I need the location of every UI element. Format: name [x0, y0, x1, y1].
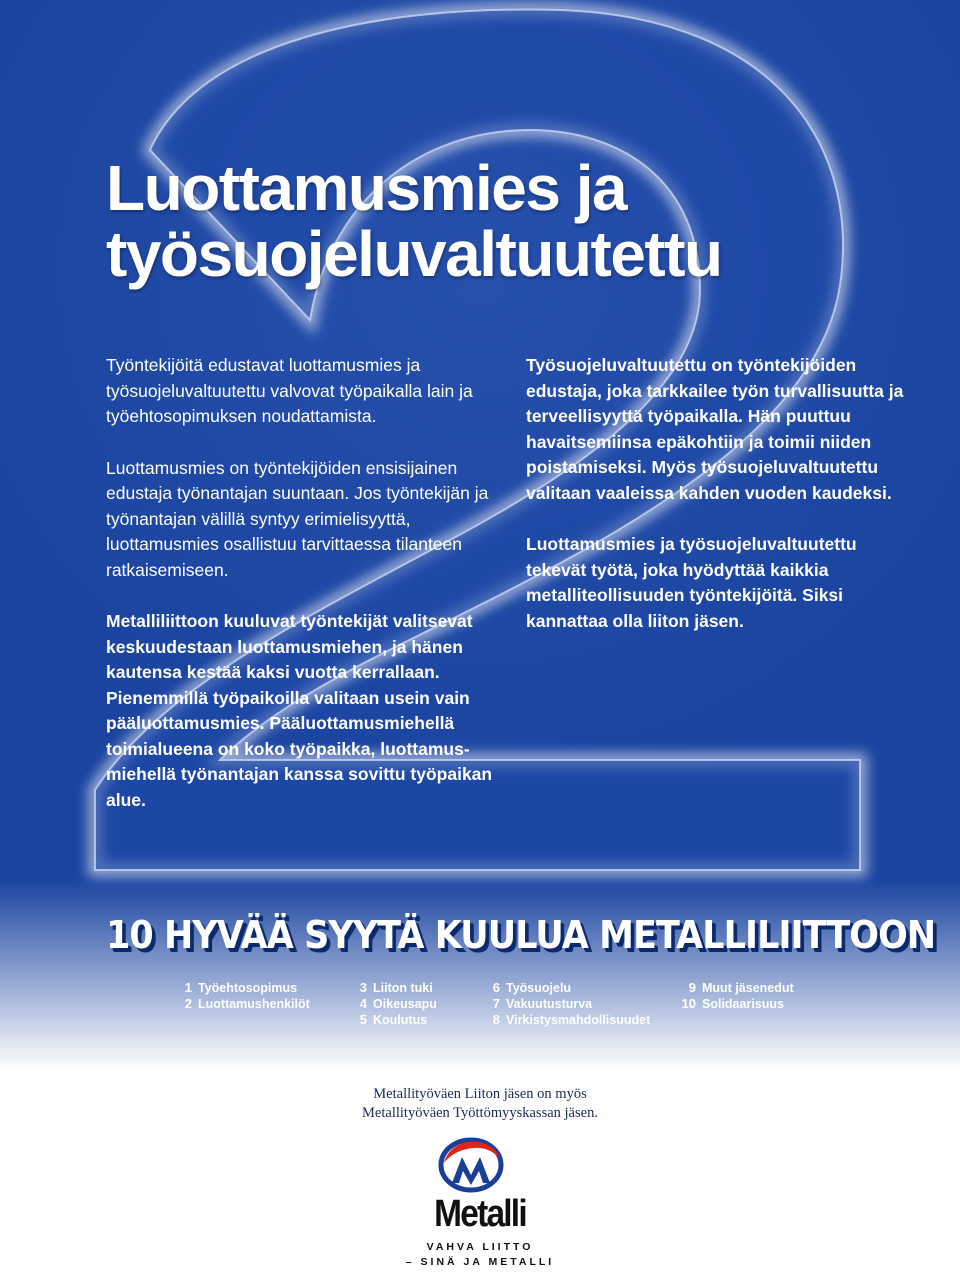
reason-item — [478, 996, 592, 1012]
reason-label: Koulutus — [373, 1013, 428, 1027]
right-paragraph-1: Työsuojeluvaltuutettu on työntekijöiden edustaja, joka tarkkailee työn turvallisuutta ja terveellisyyttä työpaikalla. Hän puuttuu havaitsemiinsa epäkohtiin ja toimii niiden poistamiseksi. Myös työsuojeluvaltuutettu valitaan vaaleissa kahden vuoden kaudeksi. — [526, 355, 904, 503]
reason-item — [170, 996, 310, 1012]
title-line-2: työsuojeluvaltuutettu — [106, 218, 722, 290]
reason-number: 10 — [681, 996, 696, 1011]
reason-number: 3 — [359, 980, 367, 995]
reason-item — [674, 996, 784, 1012]
reasons-list — [170, 980, 830, 1040]
reason-item — [345, 980, 433, 996]
reason-item — [345, 1012, 427, 1028]
membership-note — [280, 1085, 680, 1123]
reason-label: Muut jäsenedut — [702, 981, 794, 995]
left-paragraph-3: Metalliliittoon kuuluvat työntekijät valitsevat keskuudestaan luottamusmiehen, ja hänen kautensa kestää kaksi vuotta kerrallaan. Pienemmillä työpaikoilla valitaan usein vain pääluottamusmies. Pääluottamusmiehellä toimialueena on koko työpaikka, luottamus-miehellä työnantajan kanssa sovittu työpaikan alue. — [106, 611, 493, 810]
left-paragraph-2: Luottamusmies on työntekijöiden ensisijainen edustaja työnantajan suuntaan. Jos työntekijän ja työnantajan välillä syntyy erimielisyyttä, luottamusmies osallistuu tarvittaessa tilanteen ratkaisemiseen. — [106, 457, 489, 580]
reason-number: 6 — [492, 980, 500, 995]
logo-tagline-line-2: – SINÄ JA METALLI — [405, 1256, 555, 1268]
reasons-heading: 10 HYVÄÄ SYYTÄ KUULUA METALLILIITTOON — [106, 913, 936, 957]
reason-number: 5 — [359, 1012, 367, 1027]
reason-item — [478, 980, 571, 996]
logo-tagline — [405, 1240, 555, 1270]
reason-item — [170, 980, 297, 996]
reason-item — [674, 980, 794, 996]
reason-number: 1 — [184, 980, 192, 995]
page-title — [106, 152, 722, 290]
reason-label: Vakuutusturva — [506, 997, 593, 1011]
reason-number: 4 — [359, 996, 367, 1011]
reason-number: 8 — [492, 1012, 500, 1027]
left-paragraph-1: Työntekijöitä edustavat luottamusmies ja työsuojeluvaltuutettu valvovat työpaikalla lain ja työehtosopimuksen noudattamista. — [106, 355, 473, 426]
reason-label: Luottamushenkilöt — [198, 997, 310, 1011]
reason-number: 9 — [688, 980, 696, 995]
membership-note-line-1: Metallityöväen Liiton jäsen on myös — [373, 1086, 587, 1102]
reason-number: 7 — [492, 996, 500, 1011]
right-paragraph-2: Luottamusmies ja työsuojeluvaltuutettu tekevät työtä, joka hyödyttää kaikkia metalliteollisuuden työntekijöitä. Siksi kannattaa olla liiton jäsen. — [526, 534, 857, 631]
metalli-logo-icon — [438, 1137, 504, 1193]
reason-label: Työehtosopimus — [198, 981, 298, 995]
right-text-column — [526, 353, 916, 660]
logo-tagline-line-1: VAHVA LIITTO — [426, 1241, 534, 1253]
reason-label: Virkistysmahdollisuudet — [506, 1013, 651, 1027]
reason-label: Solidaarisuus — [702, 997, 784, 1011]
logo-wordmark: Metalli — [434, 1193, 526, 1235]
title-line-1: Luottamusmies ja — [106, 152, 627, 224]
left-text-column — [106, 353, 501, 839]
membership-note-line-2: Metallityöväen Työttömyyskassan jäsen. — [362, 1105, 598, 1121]
reason-label: Työsuojelu — [506, 981, 572, 995]
reason-label: Oikeusapu — [373, 997, 437, 1011]
reason-item — [345, 996, 437, 1012]
reason-item — [478, 1012, 650, 1028]
reason-label: Liiton tuki — [373, 981, 433, 995]
reason-number: 2 — [184, 996, 192, 1011]
